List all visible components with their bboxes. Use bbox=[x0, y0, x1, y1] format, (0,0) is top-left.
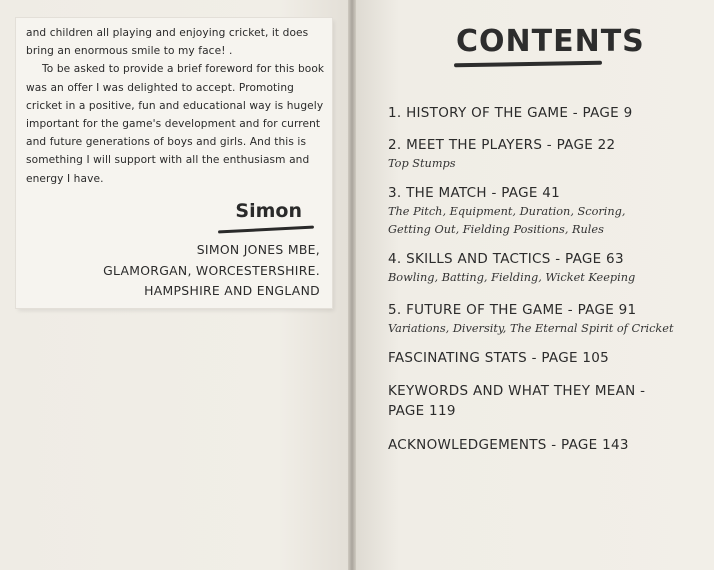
toc-heading: 1. HISTORY OF THE GAME - PAGE 9 bbox=[388, 105, 633, 121]
foreword-paragraph-1: and children all playing and enjoying cricket, it does bring an enormous smile to my face! . bbox=[26, 27, 309, 58]
toc-entry bbox=[388, 381, 698, 421]
toc-entry bbox=[388, 348, 698, 368]
foreword-paragraph-2: To be asked to provide a brief foreword for this book was an offer I was delighted to accept. Promoting cricket in a positive, fun and educational way is hugely important for the game's development and for current and future generations of boys and girls. And this is something I will support with all the enthusiasm and energy I have. bbox=[26, 63, 325, 185]
toc-subtitle: Top Stumps bbox=[388, 157, 456, 170]
credit-line: HAMPSHIRE AND ENGLAND bbox=[144, 283, 320, 298]
toc-entry bbox=[388, 135, 698, 173]
right-page bbox=[356, 0, 714, 570]
left-page bbox=[0, 0, 348, 570]
toc-heading: KEYWORDS AND WHAT THEY MEAN - bbox=[388, 383, 646, 399]
book-spine bbox=[348, 0, 356, 570]
signature-underline bbox=[218, 225, 314, 233]
toc-subtitle: Variations, Diversity, The Eternal Spirit of Cricket bbox=[388, 322, 674, 335]
toc-subtitle: The Pitch, Equipment, Duration, Scoring, bbox=[388, 205, 626, 218]
toc-entry bbox=[388, 103, 698, 123]
foreword-note bbox=[16, 18, 332, 308]
toc-heading: 2. MEET THE PLAYERS - PAGE 22 bbox=[388, 137, 616, 153]
author-credits bbox=[103, 240, 320, 302]
foreword-text bbox=[26, 24, 326, 188]
toc-heading: 5. FUTURE OF THE GAME - PAGE 91 bbox=[388, 302, 637, 318]
toc-heading: ACKNOWLEDGEMENTS - PAGE 143 bbox=[388, 437, 629, 453]
toc-subtitle: Bowling, Batting, Fielding, Wicket Keeping bbox=[388, 271, 636, 284]
credit-line: GLAMORGAN, WORCESTERSHIRE. bbox=[103, 262, 320, 278]
toc-heading: 3. THE MATCH - PAGE 41 bbox=[388, 185, 561, 201]
toc-entry bbox=[388, 249, 698, 287]
credit-line: SIMON JONES MBE, bbox=[196, 242, 320, 257]
signature: Simon bbox=[235, 200, 302, 222]
toc-entry bbox=[388, 435, 698, 455]
toc-heading: 4. SKILLS AND TACTICS - PAGE 63 bbox=[388, 251, 624, 267]
title-underline bbox=[454, 61, 602, 68]
toc-heading-continued: PAGE 119 bbox=[388, 403, 456, 419]
toc-entry bbox=[388, 300, 698, 338]
toc-entry bbox=[388, 183, 698, 239]
toc-subtitle: Getting Out, Fielding Positions, Rules bbox=[388, 223, 604, 236]
toc-heading: FASCINATING STATS - PAGE 105 bbox=[388, 350, 610, 366]
contents-title: CONTENTS bbox=[456, 24, 645, 59]
